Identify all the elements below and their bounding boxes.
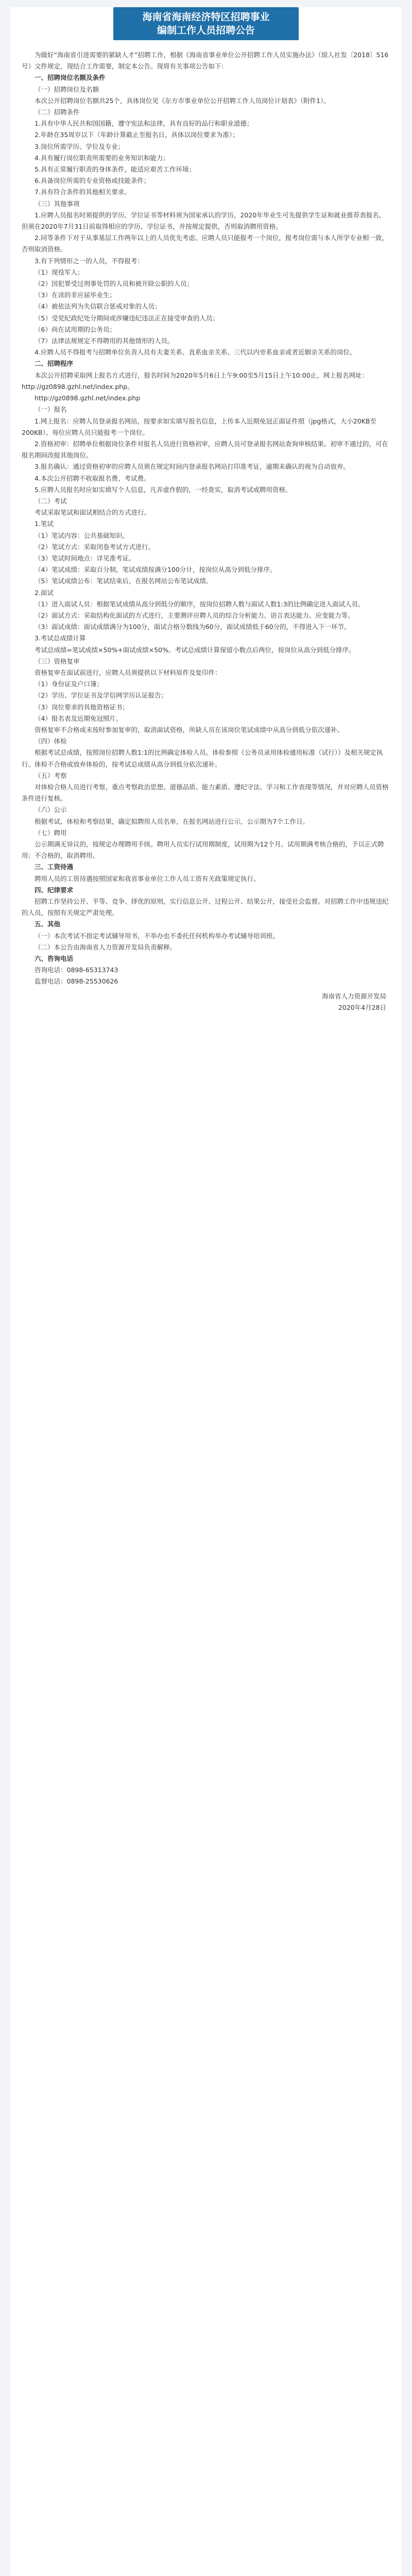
body-paragraph: 招聘工作坚持公开、平等、竞争、择优的原则，实行信息公开、过程公开、结果公开，接受社会监督。对招聘工作中违规违纪的人员，按照有关规定严肃处理。 (22, 897, 389, 917)
body-paragraph: 5.应聘人员报名时应如实填写个人信息，凡弄虚作假的，一经查实，取消考试或聘用资格。 (35, 485, 292, 494)
announcement-banner (113, 7, 299, 40)
body-paragraph: 2.面试 (35, 588, 54, 597)
subsection-heading: （二）招聘条件 (35, 108, 80, 116)
announcement-page (10, 7, 402, 2576)
body-paragraph: 资格复审不合格或未按时参加复审的，取消面试资格，所缺人员在该岗位笔试成绩中从高分到低分依次递补。 (35, 725, 344, 734)
signature-date: 2020年4月28日 (338, 1003, 386, 1011)
body-paragraph: （3）在读的非应届毕业生； (35, 291, 116, 299)
body-paragraph: （一）报名 (35, 405, 67, 414)
section-heading: 一、招聘岗位名额及条件 (35, 74, 106, 82)
body-paragraph: （2）因犯罪受过刑事处罚的人员和被开除公职的人员； (35, 280, 193, 288)
body-paragraph: 公示期满无异议的，按规定办理聘用手续。聘用人员实行试用期制度，试用期为12个月。试用期满考核合格的，予以正式聘用；不合格的，取消聘用。 (22, 840, 384, 860)
body-paragraph: （4）笔试成绩：采取百分制，笔试成绩按满分100分计，按岗位从高分到低分排序。 (35, 566, 277, 574)
body-paragraph: 1.应聘人员报名时须提供的学历、学位证书等材料须为国家承认的学历，2020年毕业生可先提供学生证和就业推荐表报名，但须在2020年7月31日前取得相应的学历、学位证书，并按规定提供，否则取消聘用资格。 (22, 211, 386, 231)
body-paragraph: （2）面试方式：采取结构化面试的方式进行，主要测评应聘人员的综合分析能力、语言表达能力、应变能力等。 (35, 611, 354, 619)
body-paragraph: 监督电话：0898-25530626 (35, 977, 118, 986)
subsection-heading: （一）招聘岗位及名额 (35, 85, 99, 93)
section-heading: 四、纪律要求 (35, 886, 74, 894)
body-paragraph: 6.具备岗位所需的专业资格或技能条件； (35, 177, 150, 185)
body-paragraph: http://gz0898.gzhl.net/index.php (35, 394, 141, 402)
body-paragraph: 2.同等条件下对于从事基层工作两年以上的人员优先考虑。应聘人员只能报考一个岗位，报考岗位需与本人所学专业相一致，否则取消资格。 (22, 234, 388, 253)
body-paragraph: 3.岗位所需学历、学位及专业； (35, 142, 125, 150)
body-paragraph: （五）考察 (35, 771, 67, 779)
body-paragraph: 4.本次公开招聘不收取报名费、考试费。 (35, 474, 150, 482)
banner-title-line1: 海南省海南经济特区招聘事业 (142, 11, 270, 23)
body-paragraph: 3.报名确认：通过资格初审的应聘人员须在规定时间内登录报名网站打印准考证，逾期未确认的视为自动放弃。 (35, 463, 350, 471)
body-paragraph: （七）聘用 (35, 828, 67, 837)
body-paragraph: （5）笔试成绩公布：笔试结束后，在报名网站公布笔试成绩。 (35, 577, 213, 585)
body-paragraph: （1）身份证及户口簿； (35, 680, 103, 688)
body-paragraph: （3）岗位要求的其他资格证书； (35, 703, 129, 711)
body-paragraph: 5.具有正常履行职责的身体条件，能适应艰苦工作环境； (35, 165, 195, 174)
body-paragraph: （5）受党纪政纪处分期间或涉嫌违纪违法正在接受审查的人员； (35, 314, 219, 322)
signature-org: 海南省人力资源开发局 (321, 992, 386, 1000)
body-paragraph: 考试采取笔试和面试相结合的方式进行。 (35, 509, 151, 517)
body-paragraph: 3.考试总成绩计算 (35, 634, 86, 642)
body-paragraph: 咨询电话：0898-65313743 (35, 966, 118, 974)
body-paragraph: 根据考试总成绩，按照岗位招聘人数1:1的比例确定体检人员。体检参照《公务员录用体检通用标准（试行）》及相关规定执行。体检不合格或放弃体检的，按考试总成绩从高分到低分依次递补。 (22, 749, 383, 768)
body-paragraph: （7）法律法规规定不得聘用的其他情形的人员。 (35, 337, 174, 345)
body-paragraph: （三）其他事项 (35, 199, 80, 208)
body-paragraph: （3）面试成绩：面试成绩满分为100分，面试合格分数线为60分，面试成绩低于60分的，不得进入下一环节。 (35, 623, 351, 631)
body-paragraph: 聘用人员的工资待遇按照国家和我省事业单位工作人员工资有关政策规定执行。 (35, 874, 260, 883)
body-paragraph: （四）体检 (35, 737, 67, 745)
body-paragraph: （4）被依法列为失信联合惩戒对象的人员； (35, 302, 161, 311)
body-paragraph: （6）尚在试用期的公务员； (35, 325, 116, 333)
body-paragraph: （一）本次考试不指定考试辅导用书，不举办也不委托任何机构举办考试辅导培训班。 (35, 931, 280, 940)
body-paragraph: 资格复审在面试前进行，应聘人员须提供以下材料原件及复印件： (35, 668, 221, 676)
body-paragraph: 1.具有中华人民共和国国籍，遵守宪法和法律，具有良好的品行和职业道德； (35, 120, 253, 128)
body-paragraph: 为做好“海南省引进需要的紧缺人才”招聘工作，根据《海南省事业单位公开招聘工作人员实施办法》（琼人社发〔2018〕516号）文件规定，现结合工作需要，制定本公告。现将有关事项公告如下： (22, 51, 389, 71)
body-paragraph: （三）资格复审 (35, 657, 80, 665)
body-paragraph: 7.具有符合条件的其他相关要求。 (35, 188, 131, 196)
section-heading: 三、工资待遇 (35, 863, 74, 871)
body-paragraph: 本次公开招聘岗位名额共25个，具体岗位见《东方市事业单位公开招聘工作人员岗位计划表》（附件1）。 (35, 96, 330, 105)
body-paragraph: （2）笔试方式：采取闭卷考试方式进行。 (35, 543, 154, 551)
body-paragraph: 根据考试、体检和考察结果，确定拟聘用人员名单，在报名网站进行公示，公示期为7个工作日。 (35, 817, 309, 825)
banner-title-line2: 编制工作人员招聘公告 (157, 25, 255, 36)
body-paragraph: （3）笔试时间地点：详见准考证。 (35, 554, 135, 562)
body-paragraph: （二）考试 (35, 497, 67, 505)
section-heading: 五、其他 (35, 920, 61, 928)
body-paragraph: （1）笔试内容：公共基础知识。 (35, 531, 129, 539)
section-heading: 六、咨询电话 (35, 955, 74, 963)
announcement-body (22, 49, 390, 1013)
body-paragraph: （4）报名表及近期免冠照片。 (35, 714, 123, 722)
body-paragraph: 3.有下列情形之一的人员，不得报考： (35, 257, 144, 265)
body-paragraph: 2.年龄在35周岁以下（年龄计算截止至报名日，具体以岗位要求为准）； (35, 131, 239, 139)
section-heading: 二、招聘程序 (35, 360, 74, 368)
body-paragraph: （1）现役军人； (35, 268, 84, 276)
body-paragraph: 1.网上报名：应聘人员登录报名网站，按要求如实填写报名信息，上传本人近期免冠正面证件照（jpg格式，大小20KB至200KB）。每位应聘人员只能报考一个岗位。 (22, 417, 376, 436)
body-paragraph: 1.笔试 (35, 520, 54, 528)
body-paragraph: 对体检合格人员进行考察，重点考察政治思想、道德品质、能力素质、遵纪守法、学习和工作表现等情况，并对应聘人员资格条件进行复核。 (22, 783, 389, 803)
body-paragraph: （二）本公告由海南省人力资源开发局负责解释。 (35, 943, 177, 951)
body-paragraph: （1）进入面试人员：根据笔试成绩从高分到低分的顺序，按岗位招聘人数与面试人数1:3的比例确定进入面试人员。 (35, 600, 365, 608)
body-paragraph: （2）学历、学位证书及学信网学历认证报告； (35, 691, 167, 700)
body-paragraph: 考试总成绩=笔试成绩×50%+面试成绩×50%。考试总成绩计算保留小数点后两位，按岗位从高分到低分排序。 (35, 646, 355, 654)
body-paragraph: 2.资格初审：招聘单位根据岗位条件对报名人员进行资格初审，应聘人员可登录报名网站查询审核结果。初审不通过的，可在报名期间改报其他岗位。 (22, 439, 388, 460)
body-paragraph: 4.具有履行岗位职责所需要的业务知识和能力； (35, 154, 169, 162)
body-paragraph: 4.应聘人员不得报考与招聘单位负责人员有夫妻关系、直系血亲关系、三代以内旁系血亲或者近姻亲关系的岗位。 (35, 348, 356, 357)
body-paragraph: （六）公示 (35, 806, 67, 814)
body-paragraph: 本次公开招聘采取网上报名方式进行，报名时间为2020年5月6日上午9:00至5月15日上午10:00止，网上报名网址：http://gz0898.gzhl.net/index.php。 (22, 371, 369, 391)
